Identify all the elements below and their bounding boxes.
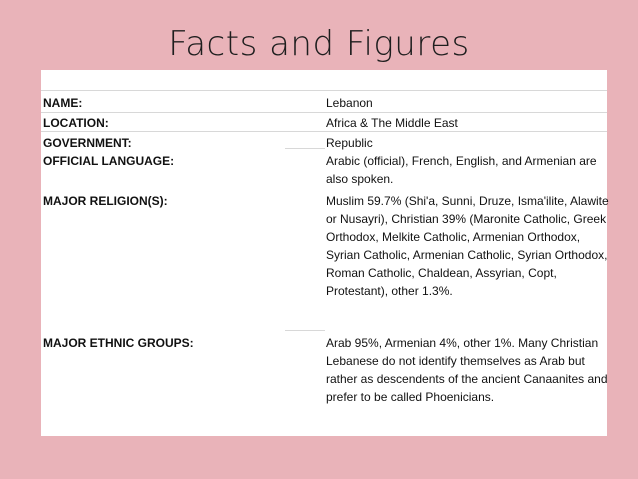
fact-label: OFFICIAL LANGUAGE:	[43, 154, 175, 168]
fact-value: Africa & The Middle East	[326, 116, 458, 130]
fact-label: LOCATION:	[43, 116, 109, 130]
fact-label: GOVERNMENT:	[43, 136, 132, 150]
fact-value: Muslim 59.7% (Shi'a, Sunni, Druze, Isma'ilite, Alawite or Nusayri), Christian 39% (Maronite Catholic, Greek Orthodox, Melkite Catholic, Armenian Orthodox, Syrian Catholic, Armenian Catholic, Syrian Orthodox, Roman Catholic, Chaldean, Assyrian, Copt, Protestant), other 1.3%.	[326, 194, 609, 298]
divider	[41, 112, 607, 113]
page-title: Facts and Figures	[168, 24, 470, 64]
fact-label: MAJOR RELIGION(S):	[43, 194, 168, 208]
fact-value: Republic	[326, 136, 373, 150]
fact-value: Lebanon	[326, 96, 373, 110]
divider	[285, 330, 325, 331]
fact-value: Arabic (official), French, English, and Armenian are also spoken.	[326, 154, 597, 186]
fact-value: Arab 95%, Armenian 4%, other 1%. Many Christian Lebanese do not identify themselves as Arab but rather as descendents of the ancient Canaanites and prefer to be called Phoenicians.	[326, 336, 608, 404]
divider	[41, 90, 607, 91]
fact-label: MAJOR ETHNIC GROUPS:	[43, 336, 194, 350]
fact-label: NAME:	[43, 96, 83, 110]
divider	[285, 148, 325, 149]
